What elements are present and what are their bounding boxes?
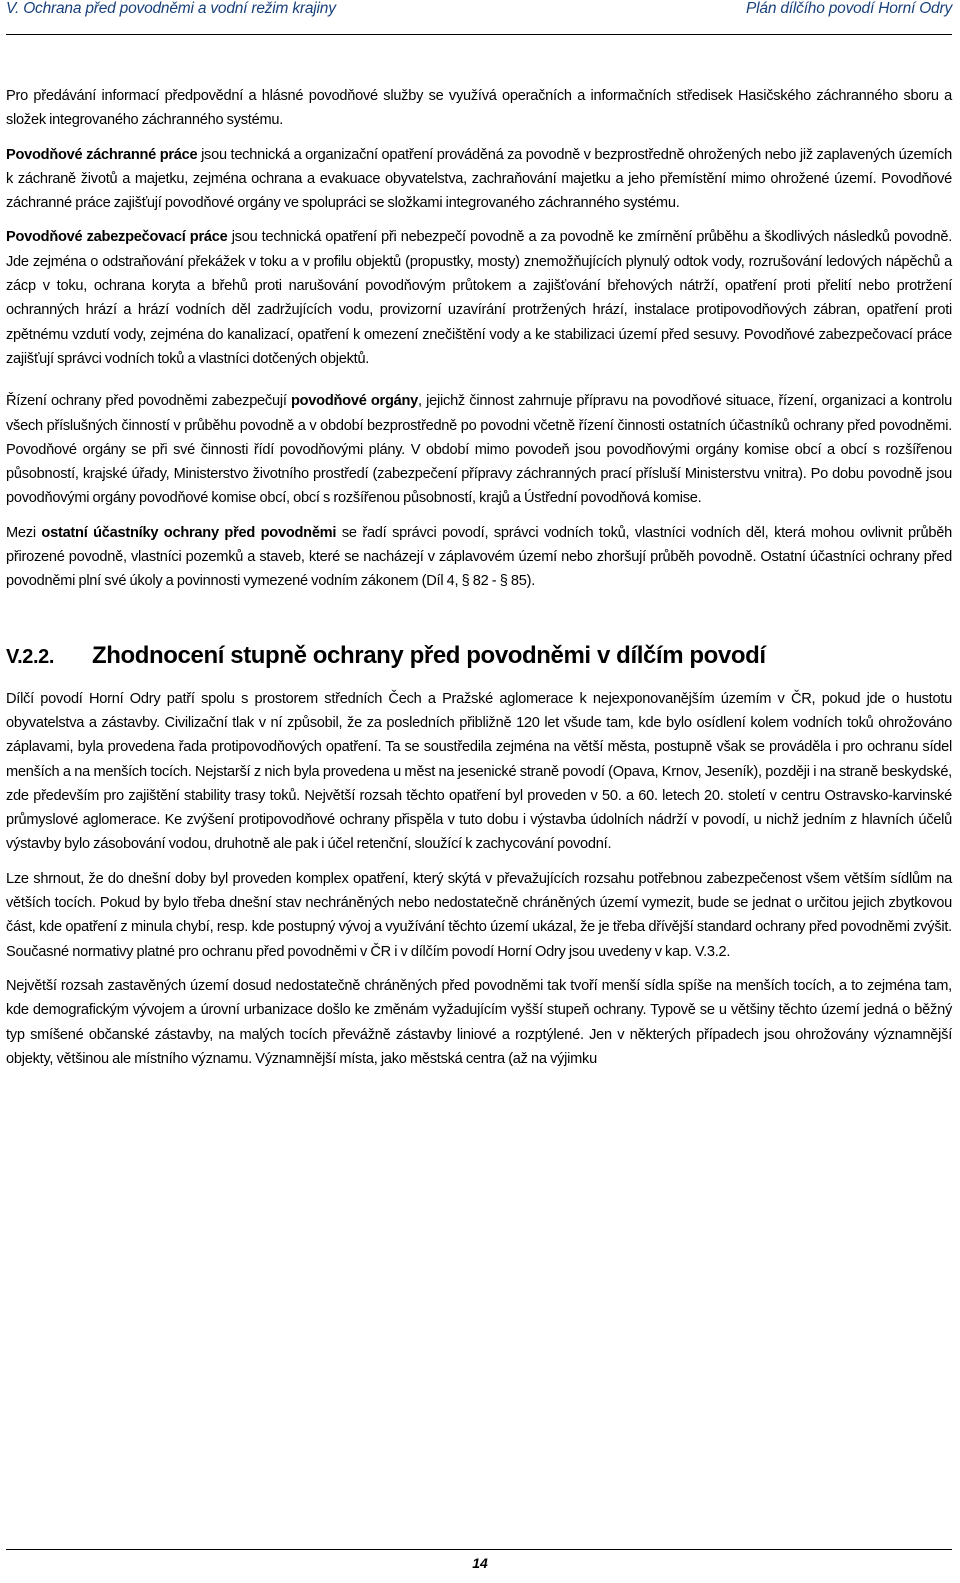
header-document-title: Plán dílčího povodí Horní Odry	[746, 0, 952, 17]
paragraph-flood-authorities: Řízení ochrany před povodněmi zabezpečují povodňové orgány, jejichž činnost zahrnuje přípravu na povodňové situace, řízení, organizaci a kontrolu všech příslušných činností v průběhu povodně a v období bezprostředně po povodni včetně řízení činnosti ostatních účastníků ochrany před povodněmi. Povodňové orgány se při své činnosti řídí povodňovými plány. V období mimo povodeň jsou povodňovými orgány komise obcí a obcí s rozšířenou působností, krajské úřady, Ministerstvo životního prostředí (zabezpečení přípravy záchranných prací přísluší Ministerstvu vnitra). Po dobu povodně jsou povodňovými orgány povodňové komise obcí, obcí s rozšířenou působností, krajů a Ústřední povodňová komise.	[6, 393, 953, 507]
paragraph-securing-works: Povodňové zabezpečovací práce jsou technická opatření při nebezpečí povodně a za povodně ke zmírnění průběhu a škodlivých následků povodně. Jde zejména o odstraňování překážek v toku a v profilu objektů (propustky, mosty) znemožňujících plynulý odtok vody, rozrušování ledových nápěchů a zácp v toku, ochrana koryta a břehů proti narušování povodňovým průtokem a zajišťování břehových nátrží, opatření proti přelití nebo protržení ochranných hrází a hrází vodních děl zadržujících vodu, provizorní uzavírání protržených hrází, instalace protipovodňových zábran, opatření proti zpětnému vzdutí vody, zejména do kanalizací, opatření k omezení znečištění vody a ke stabilizaci území před sesuvy. Povodňové zabezpečovací práce zajišťují správci vodních toků a vlastníci dotčených objektů.	[6, 229, 953, 367]
paragraph-summary: Lze shrnout, že do dnešní doby byl proveden komplex opatření, který skýtá v převažujících rozsahu potřebnou zabezpečenost všem větším sídlům na větších tocích. Pokud by bylo třeba dnešní stav nechráněných nebo nedostatečně chráněných území vymezit, bude se jednat o určitou jejich zbytkovou část, kde opatření z minula chybí, resp. kde postupný vývoj a využívání těchto území ukázal, že je třeba dřívější standard ochrany před povodněmi zvýšit. Současné normativy platné pro ochranu před povodněmi v ČR i v dílčím povodí Horní Odry jsou uvedeny v kap. V.3.2.	[6, 870, 952, 960]
term-securing-works: Povodňové zabezpečovací práce	[6, 229, 228, 246]
document-body	[6, 84, 952, 1071]
footer-rule	[6, 1549, 952, 1550]
page-number: 14	[472, 1555, 488, 1571]
section-title: Zhodnocení stupně ochrany před povodněmi v dílčím povodí	[92, 641, 766, 669]
section-number: V.2.2.	[6, 645, 55, 668]
term-flood-authorities: povodňové orgány	[290, 393, 419, 410]
paragraph-rescue-works: Povodňové záchranné práce jsou technická a organizační opatření prováděná za povodně v bezprostředně ohrožených nebo již zaplavených územích k záchraně životů a majetku, zejména ochrana a evakuace obyvatelstva, zachraňování majetku a jeho přemístění mimo ohrožené území. Povodňové záchranné práce zajišťují povodňové orgány ve spolupráci se složkami integrovaného záchranného systému.	[6, 146, 952, 212]
paragraph-other-participants: Mezi ostatní účastníky ochrany před povodněmi se řadí správci povodí, správci vodních toků, vlastníci vodních děl, která mohou ovlivnit průběh přirozené povodně, vlastníci pozemků a staveb, které se nacházejí v záplavovém území nebo zhoršují průběh povodně. Ostatní účastníci ochrany před povodněmi plní své úkoly a povinnosti vymezené vodním zákonem (Díl 4, § 82 - § 85).	[6, 524, 952, 590]
section-heading	[6, 640, 952, 673]
paragraph-information-transfer: Pro předávání informací předpovědní a hlásné povodňové služby se využívá operačních a informačních středisek Hasičského záchranného sboru a složek integrovaného záchranného systému.	[6, 88, 952, 129]
header-chapter-title: V. Ochrana před povodněmi a vodní režim krajiny	[6, 0, 336, 17]
page-header	[6, 0, 952, 35]
term-rescue-works: Povodňové záchranné práce	[6, 146, 198, 163]
paragraph-unprotected-areas: Největší rozsah zastavěných území dosud nedostatečně chráněných před povodněmi tak tvoří menší sídla spíše na menších tocích, a to zejména tam, kde demografickým vývojem a úrovní urbanizace došlo ke změnám vyžadujícím vyšší stupeň ochrany. Typově se u většiny těchto území jedná o běžný typ smíšené občanské zástavby, na malých tocích převážně zástavby liniové a rozptýlené. Jen v některých případech jsou ohrožovány významnější objekty, většinou ale místního významu. Významnější místa, jako městská centra (až na výjimku	[6, 977, 952, 1067]
paragraph-basin-overview: Dílčí povodí Horní Odry patří spolu s prostorem středních Čech a Pražské aglomerace k nejexponovanějším územím v ČR, pokud jde o hustotu obyvatelstva a zástavby. Civilizační tlak v ní způsobil, že za posledních přibližně 120 let všude tam, kde bylo osídlení kolem vodních toků ohrožováno záplavami, byla provedena řada protipovodňových opatření. Ta se soustředila zejména na větší města, postupně však se prováděla i pro ochranu sídel menších a na menších tocích. Nejstarší z nich byla provedena u měst na jesenické straně povodí (Opava, Krnov, Jeseník), později i na straně beskydské, zde především pro zajištění stability trasy toků. Největší rozsah těchto opatření byl proveden v 50. a 60. letech 20. století v centru Ostravsko-karvinské průmyslové aglomerace. Ke zvýšení protipovodňové ochrany přispěla v tuto dobu i výstavba údolních nádrží v povodí, u nichž jedním z hlavních účelů výstavby bylo zásobování vodou, druhotně ale pak i účel retenční, sloužící k zachycování povodní.	[6, 690, 952, 853]
term-other-participants: ostatní účastníky ochrany před povodněmi	[41, 524, 337, 541]
